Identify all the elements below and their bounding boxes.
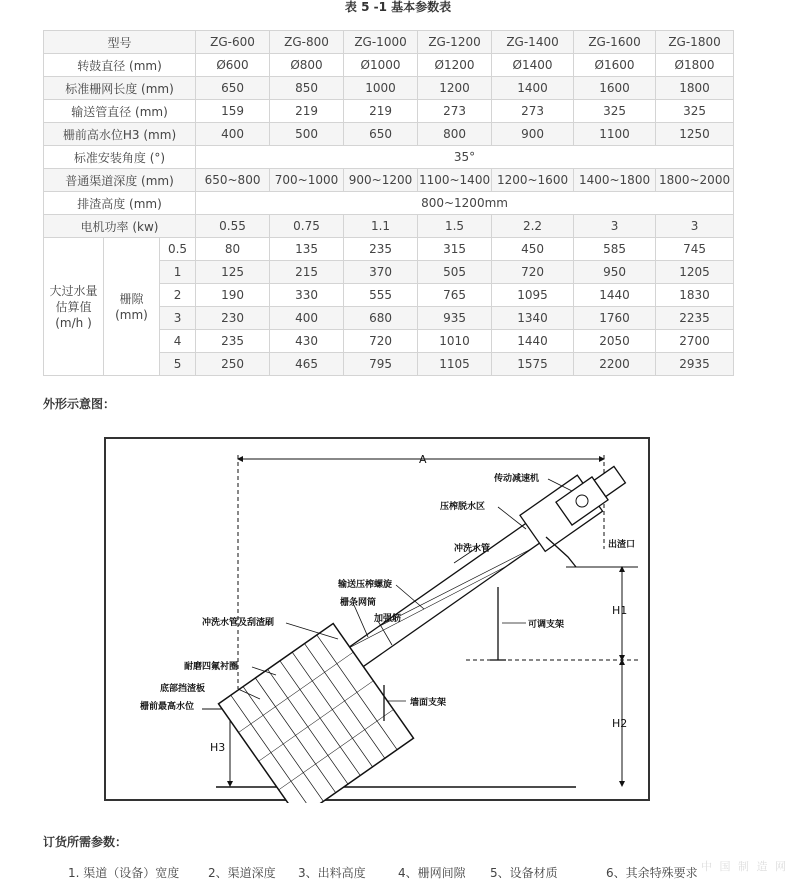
table-cell: 0.75 [270, 215, 344, 238]
table-cell: 1100~1400 [418, 169, 492, 192]
table-cell: 1205 [656, 261, 734, 284]
table-cell: 2.2 [492, 215, 574, 238]
table-row [44, 192, 734, 215]
table-cell: 219 [344, 100, 418, 123]
label-screw: 输送压榨螺旋 [338, 580, 393, 590]
watermark: 中 国 制 造 网 [701, 860, 788, 873]
label-lining: 耐磨四氟衬圈 [184, 662, 239, 672]
table-cell: 1250 [656, 123, 734, 146]
gap-value: 1 [160, 261, 196, 284]
table-cell: 2935 [656, 353, 734, 376]
table-cell: 1105 [418, 353, 492, 376]
table-cell: 1200 [418, 77, 492, 100]
table-cell: 800 [418, 123, 492, 146]
flow-label-line: 估算值 [55, 299, 92, 314]
flow-row [44, 238, 734, 261]
table-cell: 1340 [492, 307, 574, 330]
table-cell: 1.1 [344, 215, 418, 238]
dim-h2-text: H2 [612, 717, 628, 730]
flow-label [44, 238, 104, 376]
table-cell: 400 [270, 307, 344, 330]
table-cell: 1200~1600 [492, 169, 574, 192]
dim-h1-text: H1 [612, 604, 628, 617]
table-cell: 2200 [574, 353, 656, 376]
table-cell: 1095 [492, 284, 574, 307]
table-cell: 273 [492, 100, 574, 123]
table-cell: 2235 [656, 307, 734, 330]
table-cell: 250 [196, 353, 270, 376]
table-cell: 765 [418, 284, 492, 307]
order-param: 2、渠道深度 [208, 866, 276, 880]
table-cell: 215 [270, 261, 344, 284]
row-label: 排渣高度 (mm) [44, 192, 196, 215]
table-cell: 795 [344, 353, 418, 376]
table-cell: 330 [270, 284, 344, 307]
table-cell: 159 [196, 100, 270, 123]
table-cell: 325 [574, 100, 656, 123]
table-cell: 1100 [574, 123, 656, 146]
table-cell: 900 [492, 123, 574, 146]
table-cell: Ø1600 [574, 54, 656, 77]
table-cell: 125 [196, 261, 270, 284]
order-param: 4、栅网间隙 [398, 866, 466, 880]
table-row [44, 123, 734, 146]
row-label: 型号 [44, 31, 196, 54]
spec-table [43, 30, 734, 376]
gap-label-line: 栅隙 [119, 291, 144, 306]
table-caption: 表 5 -1 基本参数表 [344, 0, 452, 14]
label-drive: 传动减速机 [494, 474, 540, 484]
diagram-heading: 外形示意图： [43, 397, 116, 411]
table-row [44, 146, 734, 169]
label-wash-pipe: 冲洗水管 [454, 544, 491, 554]
table-cell: 850 [270, 77, 344, 100]
table-cell: 235 [344, 238, 418, 261]
table-cell: 650~800 [196, 169, 270, 192]
row-label: 标准栅网长度 (mm) [44, 77, 196, 100]
table-cell: 190 [196, 284, 270, 307]
row-label: 标准安装角度 (°) [44, 146, 196, 169]
table-cell: 720 [344, 330, 418, 353]
table-row [44, 169, 734, 192]
table-cell: Ø1200 [418, 54, 492, 77]
label-adj-support: 可调支架 [528, 620, 565, 630]
gap-label [104, 238, 160, 376]
gap-value: 2 [160, 284, 196, 307]
table-cell: Ø1800 [656, 54, 734, 77]
label-outlet: 出渣口 [608, 540, 636, 550]
table-cell: Ø1400 [492, 54, 574, 77]
table-cell: Ø600 [196, 54, 270, 77]
table-row [44, 54, 734, 77]
outline-diagram [104, 437, 650, 801]
order-param: 5、设备材质 [490, 866, 558, 880]
table-header-row [44, 31, 734, 54]
table-cell: 500 [270, 123, 344, 146]
table-cell: 3 [656, 215, 734, 238]
label-mesh: 栅条网筒 [340, 598, 377, 608]
gap-value: 3 [160, 307, 196, 330]
model-header: ZG-600 [196, 31, 270, 54]
dim-h3-text: H3 [210, 741, 226, 754]
table-cell: 1400 [492, 77, 574, 100]
table-cell: 935 [418, 307, 492, 330]
table-cell: 585 [574, 238, 656, 261]
row-label: 输送管直径 (mm) [44, 100, 196, 123]
table-cell: 450 [492, 238, 574, 261]
table-cell: 800~1200mm [196, 192, 734, 215]
row-label: 普通渠道深度 (mm) [44, 169, 196, 192]
gap-value: 5 [160, 353, 196, 376]
table-cell: 1760 [574, 307, 656, 330]
table-cell: 720 [492, 261, 574, 284]
diagram-drawing [106, 439, 652, 803]
model-header: ZG-1200 [418, 31, 492, 54]
row-label: 转鼓直径 (mm) [44, 54, 196, 77]
table-cell: 1800~2000 [656, 169, 734, 192]
spec-table-body [44, 31, 734, 376]
flow-label-line: (m/h ) [55, 315, 92, 330]
table-cell: 680 [344, 307, 418, 330]
table-cell: 465 [270, 353, 344, 376]
table-cell: 80 [196, 238, 270, 261]
table-cell: 219 [270, 100, 344, 123]
table-cell: 325 [656, 100, 734, 123]
label-wash-brush: 冲洗水管及刮渣刷 [202, 618, 275, 628]
model-header: ZG-1600 [574, 31, 656, 54]
row-label: 栅前高水位H3 (mm) [44, 123, 196, 146]
table-cell: 1575 [492, 353, 574, 376]
table-row [44, 215, 734, 238]
order-param: 6、其余特殊要求 [606, 866, 698, 880]
table-cell: 430 [270, 330, 344, 353]
table-cell: 2700 [656, 330, 734, 353]
order-heading: 订货所需参数： [43, 835, 128, 849]
label-rib: 加强筋 [374, 614, 402, 624]
table-cell: 3 [574, 215, 656, 238]
dim-a-text: A [419, 453, 427, 466]
table-cell: 1440 [492, 330, 574, 353]
flow-label-line: 大过水量 [49, 283, 98, 298]
label-max-level: 栅前最高水位 [140, 702, 195, 712]
table-cell: 1010 [418, 330, 492, 353]
table-cell: 900~1200 [344, 169, 418, 192]
table-cell: 555 [344, 284, 418, 307]
table-cell: 950 [574, 261, 656, 284]
model-header: ZG-1400 [492, 31, 574, 54]
table-cell: 1830 [656, 284, 734, 307]
table-cell: 315 [418, 238, 492, 261]
table-cell: Ø800 [270, 54, 344, 77]
table-cell: 1.5 [418, 215, 492, 238]
table-cell: 1600 [574, 77, 656, 100]
table-cell: 235 [196, 330, 270, 353]
table-cell: 650 [344, 123, 418, 146]
model-header: ZG-800 [270, 31, 344, 54]
table-cell: 650 [196, 77, 270, 100]
table-cell: 1000 [344, 77, 418, 100]
table-cell: 400 [196, 123, 270, 146]
table-cell: 135 [270, 238, 344, 261]
table-cell: 700~1000 [270, 169, 344, 192]
table-cell: 2050 [574, 330, 656, 353]
label-press: 压榨脱水区 [440, 502, 486, 512]
table-cell: 273 [418, 100, 492, 123]
table-row [44, 77, 734, 100]
table-cell: Ø1000 [344, 54, 418, 77]
table-cell: 35° [196, 146, 734, 169]
table-cell: 370 [344, 261, 418, 284]
table-cell: 1800 [656, 77, 734, 100]
table-cell: 0.55 [196, 215, 270, 238]
outlet-chute [546, 537, 576, 567]
order-param: 3、出料高度 [298, 866, 366, 880]
label-wall-support: 墙面支架 [410, 698, 447, 708]
order-params-row [0, 864, 796, 880]
table-cell: 745 [656, 238, 734, 261]
table-row [44, 100, 734, 123]
gap-value: 0.5 [160, 238, 196, 261]
gap-value: 4 [160, 330, 196, 353]
table-cell: 505 [418, 261, 492, 284]
table-cell: 230 [196, 307, 270, 330]
table-cell: 1440 [574, 284, 656, 307]
label-baffle: 底部挡渣板 [160, 684, 206, 694]
order-param: 1. 渠道（设备）宽度 [68, 866, 180, 880]
gap-label-line: (mm) [115, 307, 148, 322]
model-header: ZG-1000 [344, 31, 418, 54]
row-label: 电机功率 (kw) [44, 215, 196, 238]
table-cell: 1400~1800 [574, 169, 656, 192]
model-header: ZG-1800 [656, 31, 734, 54]
